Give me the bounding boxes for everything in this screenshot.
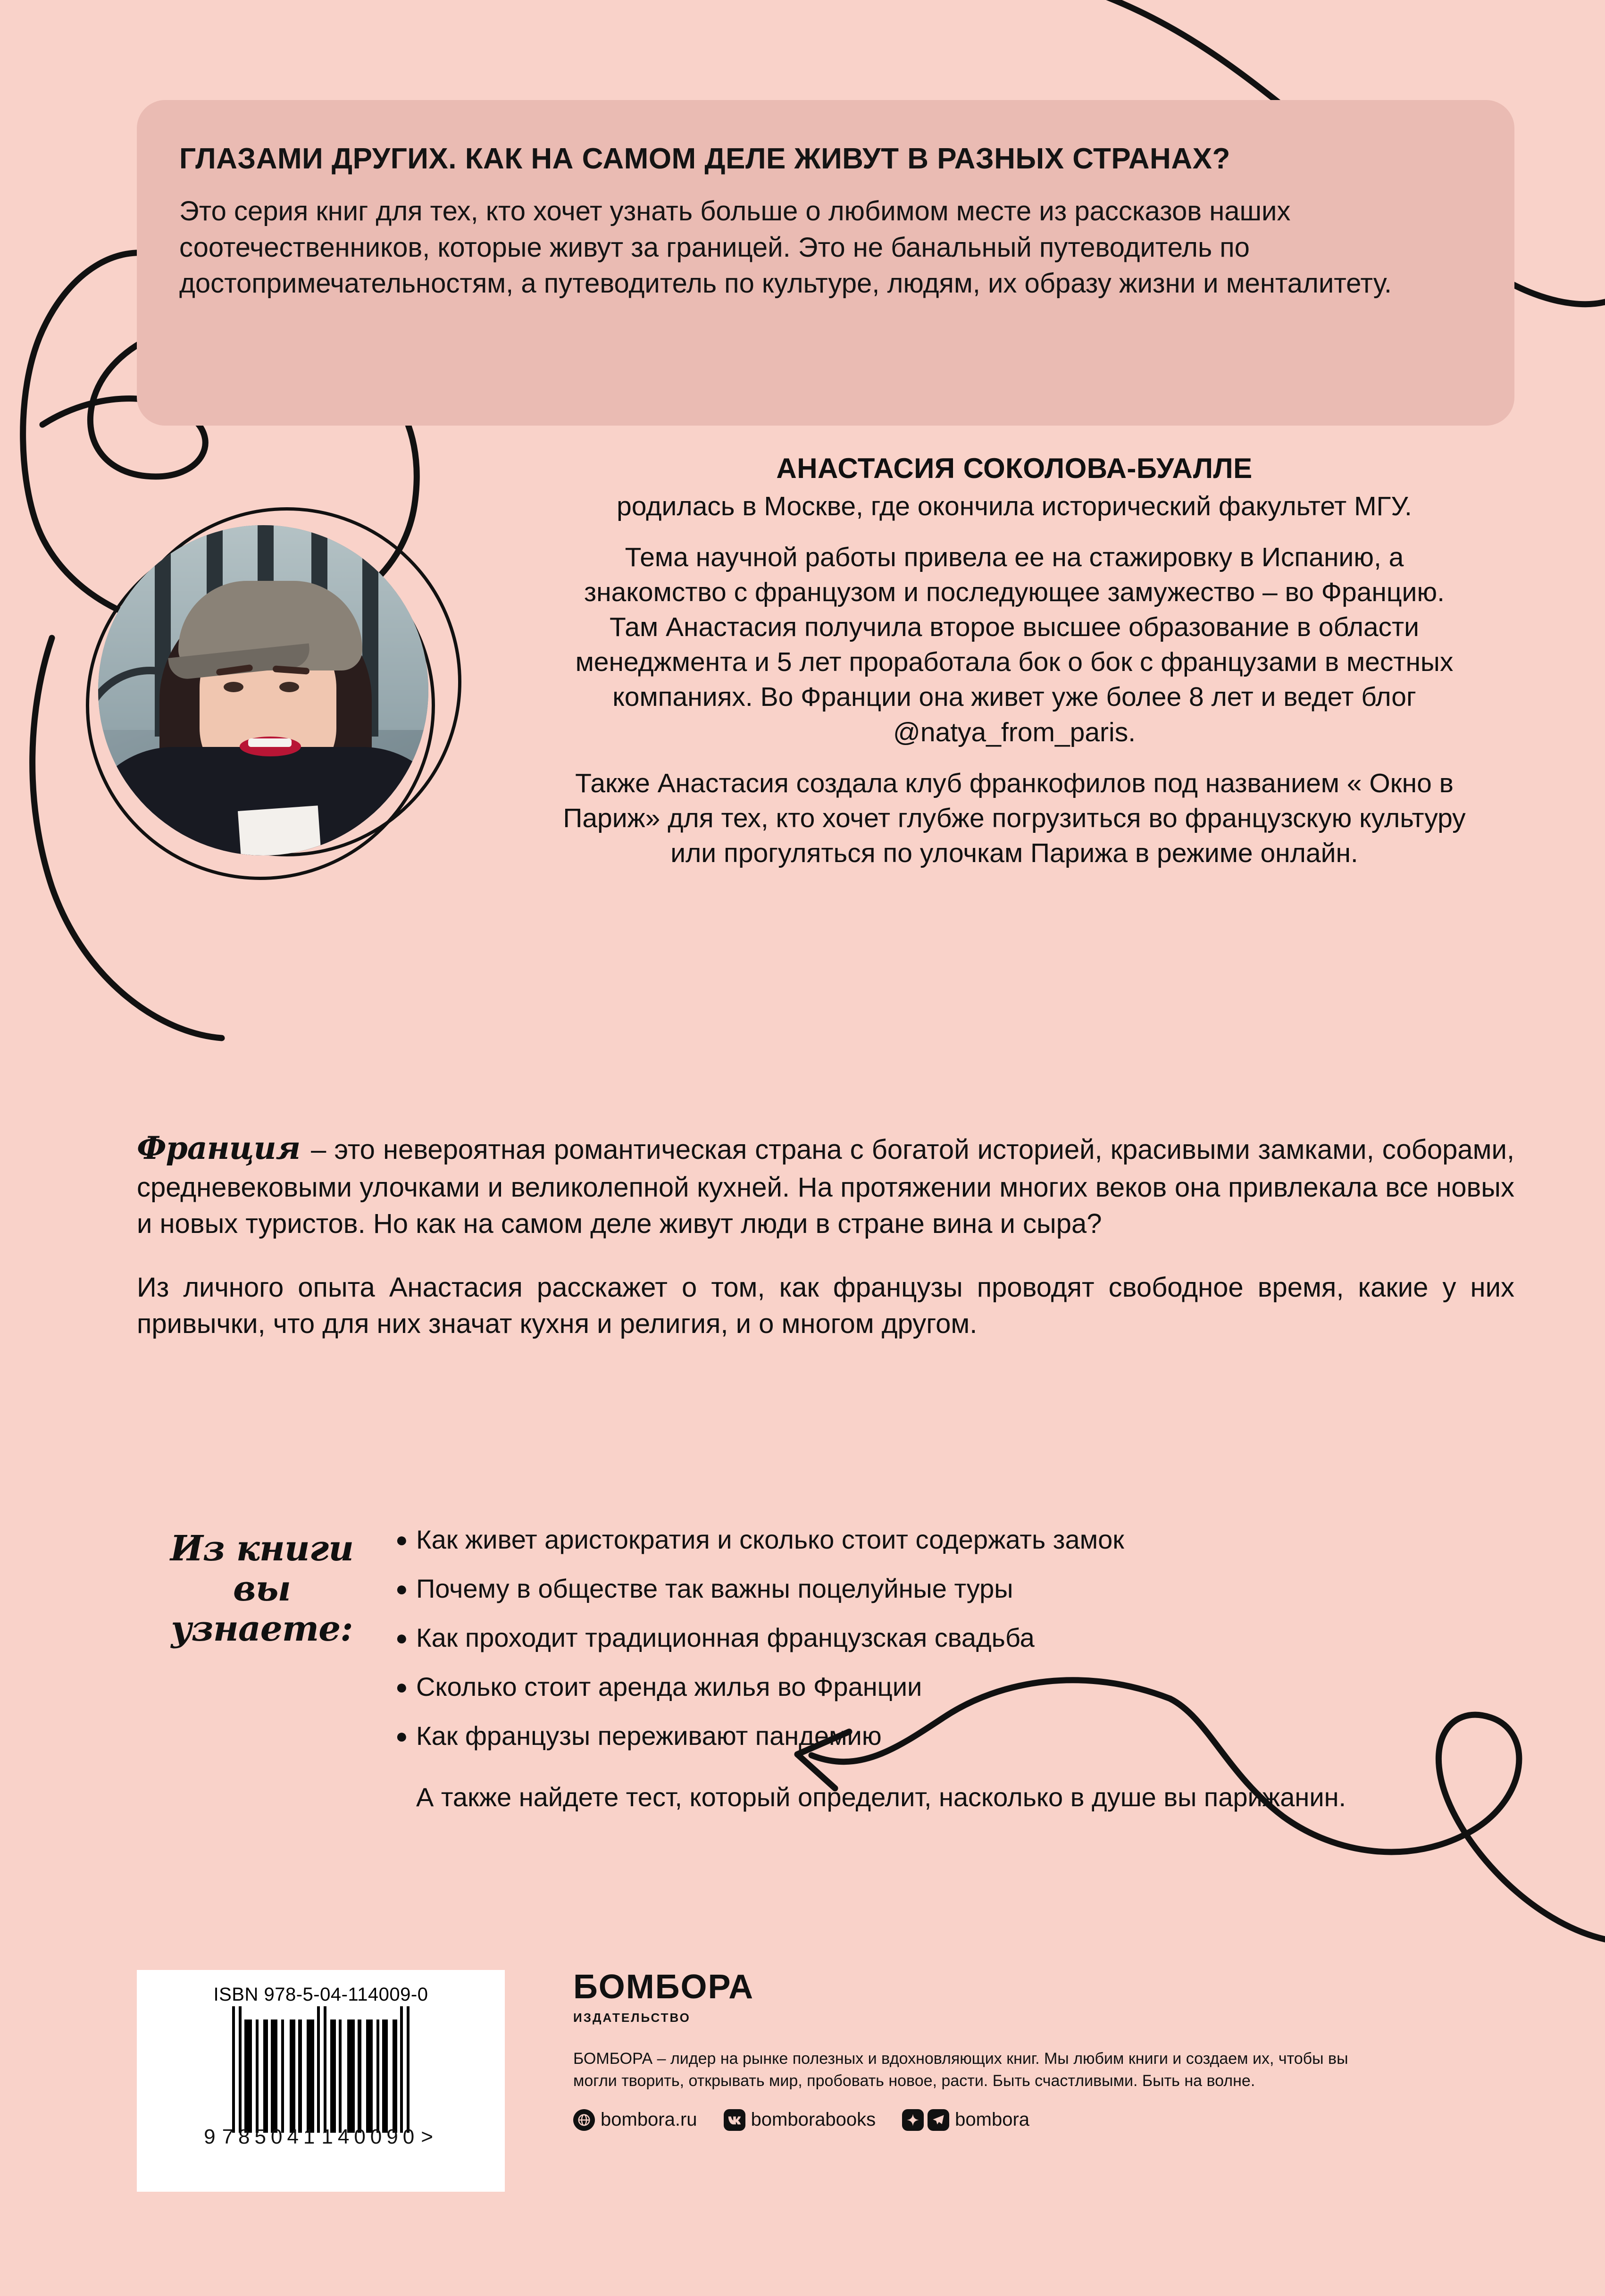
series-intro-box — [137, 100, 1514, 426]
author-paragraph: Также Анастасия создала клуб франкофилов под названием « Окно в Париж» для тех, кто хочет глубже погрузиться во французскую культуру или прогуляться по улочкам Парижа в режиме онлайн. — [563, 768, 1466, 868]
globe-icon — [573, 2109, 595, 2131]
list-item-label: Сколько стоит аренда жилья во Франции — [416, 1672, 922, 1702]
social-link-vk[interactable] — [724, 2109, 876, 2131]
book-description — [137, 1128, 1514, 1342]
list-item — [395, 1720, 1514, 1751]
barcode-digit-group-1: 785041 — [222, 2125, 320, 2148]
author-paragraph: Тема научной работы привела ее на стажировку в Испанию, а знакомство с французом и последующее замужество – во Францию. Там Анастасия получила второе высшее образование в области менеджмента и 5 лет проработала бок о бок с французами в местных компаниях. Во Франции она живет уже более 8 лет и ведет блог @natya_from_paris. — [575, 542, 1454, 747]
country-script-word: Франция — [137, 1130, 301, 1166]
description-paragraph-1 — [137, 1128, 1514, 1242]
series-description: Это серия книг для тех, кто хочет узнать больше о любимом месте из рассказов наших соотечественников, которые живут за границей. Это не банальный путеводитель по достопримечательностям, а путеводитель по культуре, людям, их образу жизни и менталитету. — [179, 196, 1392, 299]
list-item-label: Как французы переживают пандемию — [416, 1721, 882, 1751]
barcode-digits — [137, 2125, 505, 2149]
author-name: АНАСТАСИЯ СОКОЛОВА-БУАЛЛЕ — [776, 452, 1253, 484]
series-title: ГЛАЗАМИ ДРУГИХ. КАК НА САМОМ ДЕЛЕ ЖИВУТ В РАЗНЫХ СТРАНАХ? — [179, 142, 1230, 175]
social-label-website: bombora.ru — [601, 2109, 697, 2130]
bullet-icon: ● — [395, 1626, 408, 1650]
author-bio — [557, 453, 1472, 871]
author-photo — [98, 525, 428, 855]
bullet-icon: ● — [395, 1528, 408, 1551]
bullet-icon: ● — [395, 1725, 408, 1748]
barcode-card — [137, 1970, 505, 2192]
barcode-digit-right: > — [421, 2125, 438, 2148]
author-section — [0, 453, 1605, 1123]
from-the-book-list — [387, 1524, 1514, 1814]
social-label-telegram: bombora — [955, 2109, 1030, 2130]
description-paragraph-2: Из личного опыта Анастасия расскажет о том, как французы проводят свободное время, какие у них привычки, что для них значат кухня и религия, и о многом другом. — [137, 1272, 1514, 1340]
social-label-vk: bomborabooks — [751, 2109, 876, 2130]
list-item — [395, 1524, 1514, 1555]
bullet-icon: ● — [395, 1577, 408, 1601]
from-the-book-section — [137, 1524, 1514, 1814]
list-item — [395, 1671, 1514, 1702]
list-item-label: Как живет аристократия и сколько стоит содержать замок — [416, 1525, 1124, 1554]
list-item-label: Как проходит традиционная французская свадьба — [416, 1623, 1035, 1653]
isbn-text: ISBN 978-5-04-114009-0 — [213, 1984, 428, 2005]
publisher-socials — [573, 2109, 1375, 2131]
social-link-website[interactable] — [573, 2109, 697, 2131]
barcode-digit-left: 9 — [204, 2125, 220, 2148]
publisher-logo: БОМБОРА — [573, 1968, 754, 2006]
barcode-bars — [232, 2010, 410, 2133]
sparkle-icon — [902, 2109, 924, 2131]
publisher-description: БОМБОРА – лидер на рынке полезных и вдохновляющих книг. Мы любим книги и создаем их, чтобы вы могли творить, открывать мир, пробовать новое, расти. Быть счастливыми. Быть на волне. — [573, 2050, 1348, 2090]
from-the-book-heading-line2: вы узнаете: — [171, 1568, 353, 1650]
author-paragraph: родилась в Москве, где окончила исторический факультет МГУ. — [617, 491, 1412, 521]
from-the-book-heading-line1: Из книги — [170, 1528, 354, 1569]
social-link-telegram[interactable] — [902, 2109, 1029, 2131]
list-item-label: Почему в обществе так важны поцелуйные туры — [416, 1574, 1013, 1604]
telegram-icon — [928, 2109, 949, 2131]
publisher-block — [573, 1970, 1375, 2131]
barcode-digit-group-2: 140090 — [321, 2125, 419, 2148]
bullet-icon: ● — [395, 1676, 408, 1699]
author-photo-wrapper — [75, 503, 453, 880]
publisher-subtitle: ИЗДАТЕЛЬСТВО — [573, 2011, 691, 2025]
description-paragraph-1-text: – это невероятная романтическая страна с богатой историей, красивыми замками, соборами, средневековыми улочками и великолепной кухней. На протяжении многих веков она привлекала все новых и новых туристов. Но как на самом деле живут люди в стране вина и сыра? — [137, 1134, 1514, 1239]
list-item — [395, 1573, 1514, 1604]
from-the-book-note: А также найдете тест, который определит, насколько в душе вы парижанин. — [416, 1782, 1346, 1812]
from-the-book-heading — [137, 1524, 387, 1649]
list-item — [395, 1622, 1514, 1653]
vk-icon — [724, 2109, 745, 2131]
